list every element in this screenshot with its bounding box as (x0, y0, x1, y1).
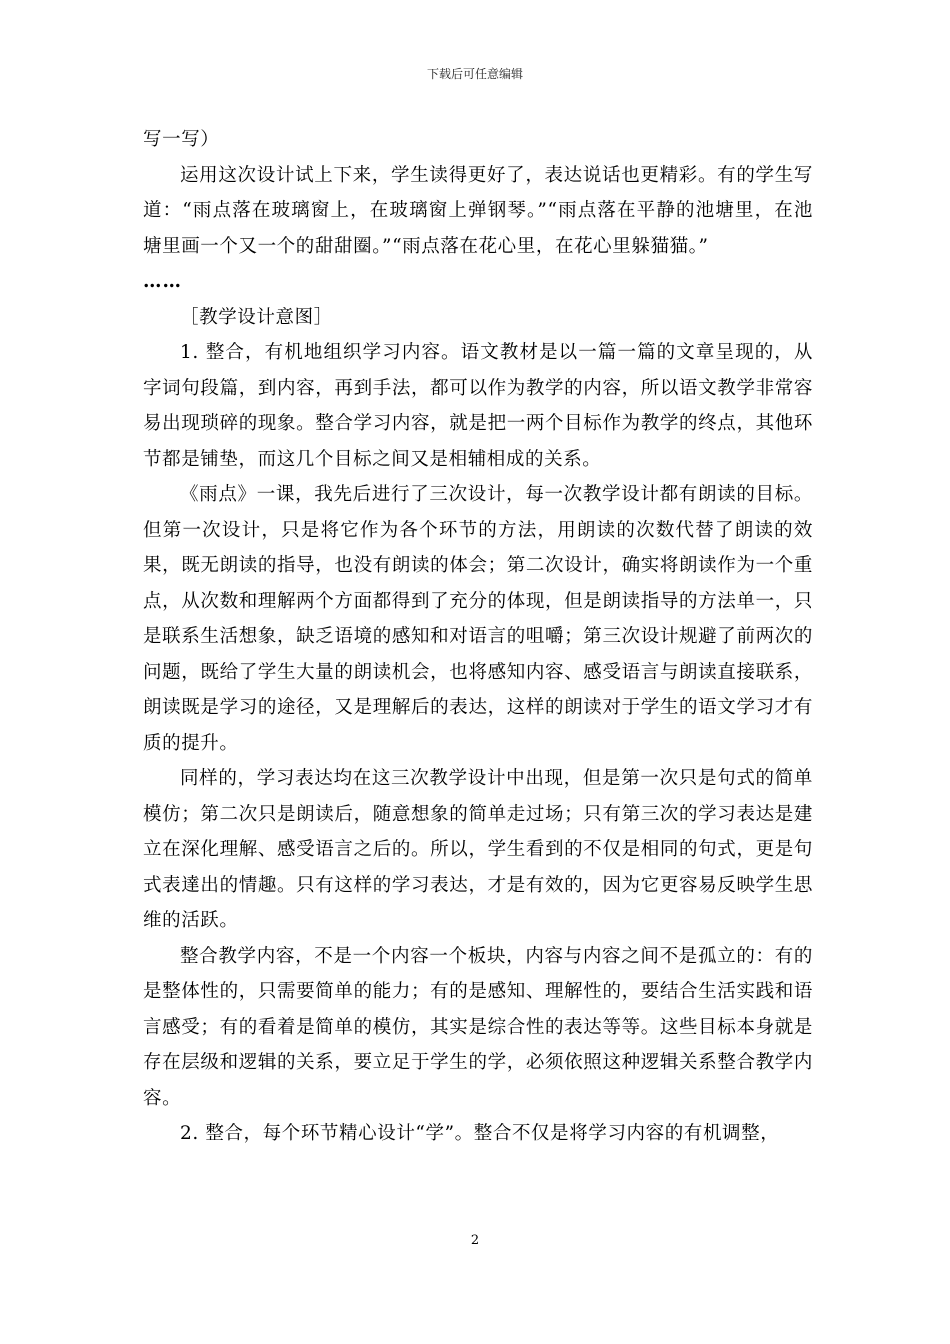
paragraph-point-1: 1. 整合，有机地组织学习内容。语文教材是以一篇一篇的文章呈现的，从字词句段篇，到内容，再到手法，都可以作为教学的内容，所以语文教学非常容易出现琐碎的现象。整合学习内容，就是把一两个目标作为教学的终点，其他环节都是铺垫，而这几个目标之间又是相辅相成的关系。 (143, 342, 813, 470)
paragraph-three-designs: 《雨点》一课，我先后进行了三次设计，每一次教学设计都有朗读的目标。但第一次设计，只是将它作为各个环节的方法，用朗读的次数代替了朗读的效果，既无朗读的指导，也没有朗读的体会；第二次设计，确实将朗读作为一个重点，从次数和理解两个方面都得到了充分的体现，但是朗读指导的方法单一，只是联系生活想象，缺乏语境的感知和对语言的咀嚼；第三次设计规避了前两次的问题，既给了学生大量的朗读机会，也将感知内容、感受语言与朗读直接联系，朗读既是学习的途径，又是理解后的表达，这样的朗读对于学生的语文学习才有质的提升。 (143, 484, 813, 754)
paragraph-integration: 整合教学内容，不是一个内容一个板块，内容与内容之间不是孤立的：有的是整体性的，只需要简单的能力；有的是感知、理解性的，要结合生活实践和语言感受；有的看着是简单的模仿，其实是综合性的表达等等。这些目标本身就是存在层级和逻辑的关系，要立足于学生的学，必须依照这种逻辑关系整合教学内容。 (143, 945, 813, 1109)
paragraph-continuation: 写一写） (143, 129, 220, 150)
paragraph-ellipsis: …… (143, 271, 182, 292)
section-heading-design-intent: ［教学设计意图］ (180, 306, 333, 328)
paragraph-student-examples: 运用这次设计试上下来，学生读得更好了，表达说话也更精彩。有的学生写道：“雨点落在玻璃窗上，在玻璃窗上弹钢琴。”“雨点落在平静的池塘里，在池塘里画一个又一个的甜甜圈。”“雨点落在花心里，在花心里躲猫猫。” (143, 164, 813, 257)
page-number: 2 (470, 1233, 480, 1248)
page-header: 下载后可任意编辑 (426, 67, 523, 81)
paragraph-expression: 同样的，学习表达均在这三次教学设计中出现，但是第一次只是句式的简单模仿；第二次只是朗读后，随意想象的简单走过场；只有第三次的学习表达是建立在深化理解、感受语言之后的。所以，学生看到的不仅是相同的句式，更是句式表達出的情趣。只有这样的学习表达，才是有效的，因为它更容易反映学生思维的活跃。 (143, 768, 813, 931)
paragraph-point-2: 2. 整合，每个环节精心设计“学”。整合不仅是将学习内容的有机调整， (180, 1123, 780, 1144)
document-body (143, 122, 813, 1152)
